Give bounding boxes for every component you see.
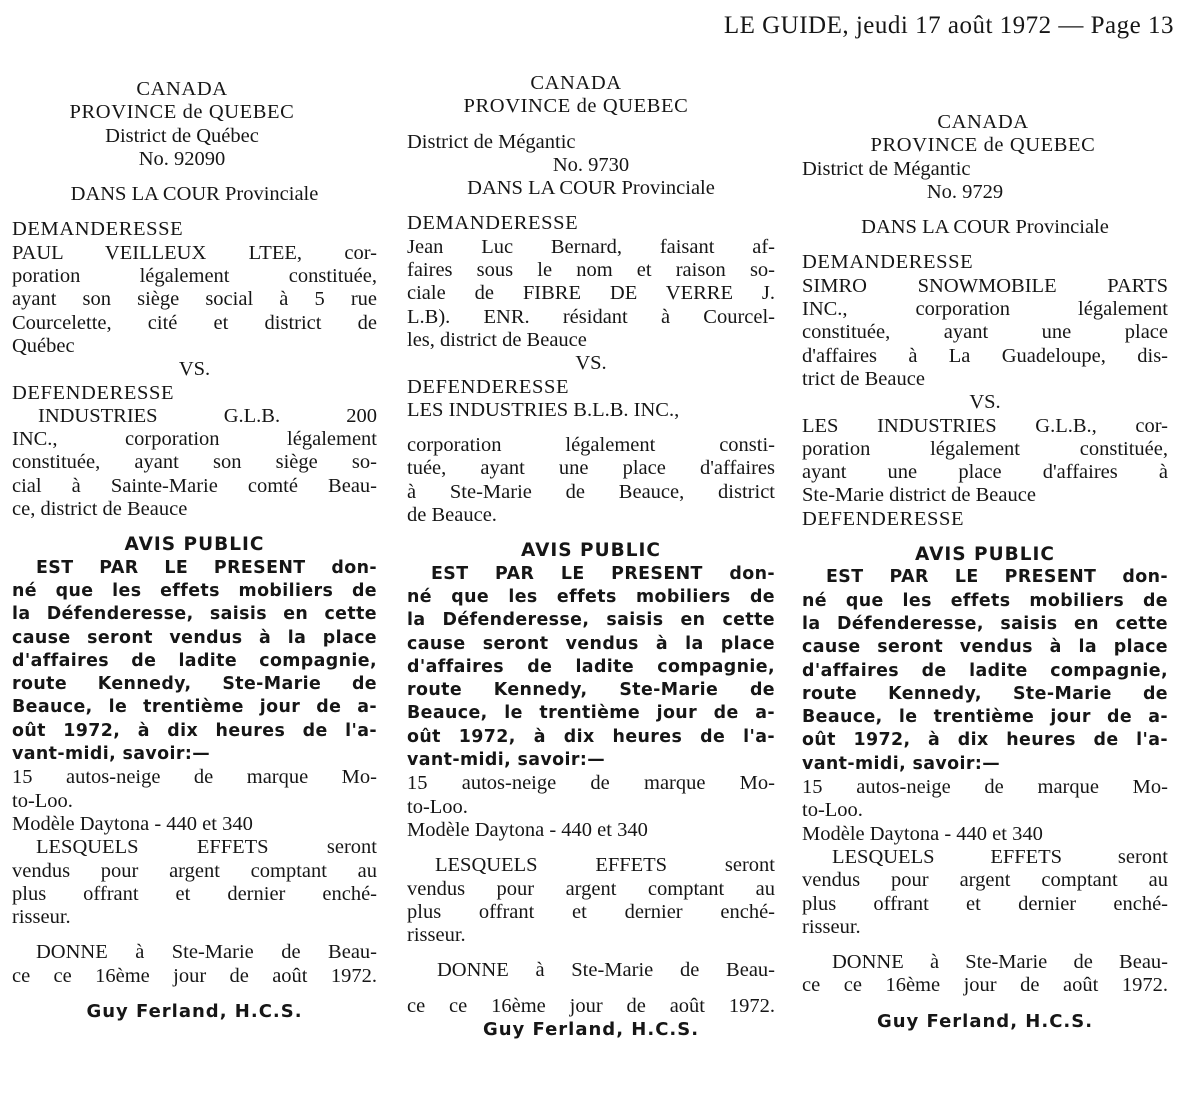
plaintiff-text: PAUL VEILLEUX LTEE, cor- poration légalement constituée, ayant son siège social à 5 rue Courcelette, cité et district de Québec xyxy=(12,241,377,357)
avis-public: AVIS PUBLIC EST PAR LE PRESENT don- né que les effets mobiliers de la Défenderesse, saisis en cette cause seront vendus à la place d'affaires de ladite compagnie, route Kennedy, Ste-Marie de Beauce, le trentième jour de a- oût 1972, à dix heures de l'a- vant-midi, savoir:— xyxy=(12,534,377,765)
seized-items: 15 autos-neige de marque Mo- to-Loo. Modèle Daytona - 440 et 340 xyxy=(407,772,775,841)
defendant-text: LES INDUSTRIES B.L.B. INC., corporation légalement consti- tuée, ayant une place d'affaires à Ste-Marie de Beauce, district de Beauce. xyxy=(407,398,775,527)
avis-title: AVIS PUBLIC xyxy=(124,534,265,556)
seized-items: 15 autos-neige de marque Mo- to-Loo. Modèle Daytona - 440 et 340 xyxy=(12,766,377,835)
legal-notice-2 xyxy=(407,72,775,1041)
versus: VS. xyxy=(575,352,607,375)
district: District de Mégantic xyxy=(407,130,576,153)
plaintiff-label: DEMANDERESSE xyxy=(802,251,974,274)
province: PROVINCE de QUEBEC xyxy=(463,95,689,118)
country: CANADA xyxy=(937,111,1029,133)
defendant-label: DEFENDERESSE xyxy=(802,507,965,530)
legal-notice-3 xyxy=(802,111,1168,1033)
plaintiff-text: Jean Luc Bernard, faisant af- faires sous le nom et raison so- ciale de FIBRE DE VERRE J. L.B). ENR. résidant à Courcel- les, district de Beauce xyxy=(407,235,775,351)
case-number: No. 9730 xyxy=(552,153,630,176)
versus: VS. xyxy=(969,391,1001,414)
avis-title: AVIS PUBLIC xyxy=(521,540,661,562)
province: PROVINCE de QUEBEC xyxy=(69,101,295,124)
versus: VS. xyxy=(178,358,211,381)
avis-public: AVIS PUBLIC EST PAR LE PRESENT don- né que les effets mobiliers de la Défenderesse, saisis en cette cause seront vendus à la place d'affaires de ladite compagnie, route Kennedy, Ste-Marie de Beauce, le trentième jour de a- oût 1972, à dix heures de l'a- vant-midi, savoir:— xyxy=(407,540,775,771)
defendant-label: DEFENDERESSE xyxy=(12,381,175,404)
given-at: DONNE à Ste-Marie de Beau- ce ce 16ème jour de août 1972. xyxy=(12,941,377,987)
sale-terms: LESQUELS EFFETS seront vendus pour argent comptant au plus offrant et dernier enché- risseur. xyxy=(407,854,775,947)
country: CANADA xyxy=(530,72,622,94)
case-number: No. 9729 xyxy=(926,180,1004,203)
plaintiff-text: SIMRO SNOWMOBILE PARTS INC., corporation légalement constituée, ayant une place d'affaires à La Guadeloupe, dis- trict de Beauce xyxy=(802,274,1168,390)
defendant-label: DEFENDERESSE xyxy=(407,375,570,398)
district: District de Québec xyxy=(105,124,259,147)
country: CANADA xyxy=(136,78,228,100)
case-number: No. 92090 xyxy=(138,147,226,170)
sale-terms: LESQUELS EFFETS seront vendus pour argent comptant au plus offrant et dernier enché- risseur. xyxy=(802,845,1168,938)
page-header: LE GUIDE, jeudi 17 août 1972 — Page 13 xyxy=(723,12,1174,39)
defendant-text: LES INDUSTRIES G.L.B., cor- poration légalement constituée, ayant une place d'affaires à Ste-Marie district de Beauce xyxy=(802,414,1168,507)
plaintiff-label: DEMANDERESSE xyxy=(407,212,579,235)
seized-items: 15 autos-neige de marque Mo- to-Loo. Modèle Daytona - 440 et 340 xyxy=(802,776,1168,845)
sale-terms: LESQUELS EFFETS seront vendus pour argent comptant au plus offrant et dernier enché- risseur. xyxy=(12,836,377,929)
plaintiff-label: DEMANDERESSE xyxy=(12,218,184,241)
province: PROVINCE de QUEBEC xyxy=(870,134,1096,157)
district: District de Mégantic xyxy=(802,157,971,180)
court: DANS LA COUR Provinciale xyxy=(467,177,715,200)
court: DANS LA COUR Provinciale xyxy=(70,183,319,206)
legal-notice-1 xyxy=(12,78,377,1023)
court: DANS LA COUR Provinciale xyxy=(861,216,1109,239)
signature: Guy Ferland, H.C.S. xyxy=(86,1000,303,1022)
avis-title: AVIS PUBLIC xyxy=(915,544,1055,566)
avis-public: AVIS PUBLIC EST PAR LE PRESENT don- né que les effets mobiliers de la Défenderesse, saisis en cette cause seront vendus à la place d'affaires de ladite compagnie, route Kennedy, Ste-Marie de Beauce, le trentième jour de a- oût 1972, à dix heures de l'a- vant-midi, savoir:— xyxy=(802,544,1168,774)
given-at: DONNE à Ste-Marie de Beau- ce ce 16ème jour de août 1972. xyxy=(802,951,1168,997)
signature: Guy Ferland, H.C.S. xyxy=(876,1010,1094,1032)
signature: Guy Ferland, H.C.S. xyxy=(482,1018,700,1040)
given-at: DONNE à Ste-Marie de Beau- ce ce 16ème jour de août 1972. xyxy=(407,959,775,1017)
defendant-text: INDUSTRIES G.L.B. 200 INC., corporation légalement constituée, ayant son siège so- cial à Sainte-Marie comté Beau- ce, district de Beauce xyxy=(12,404,377,521)
